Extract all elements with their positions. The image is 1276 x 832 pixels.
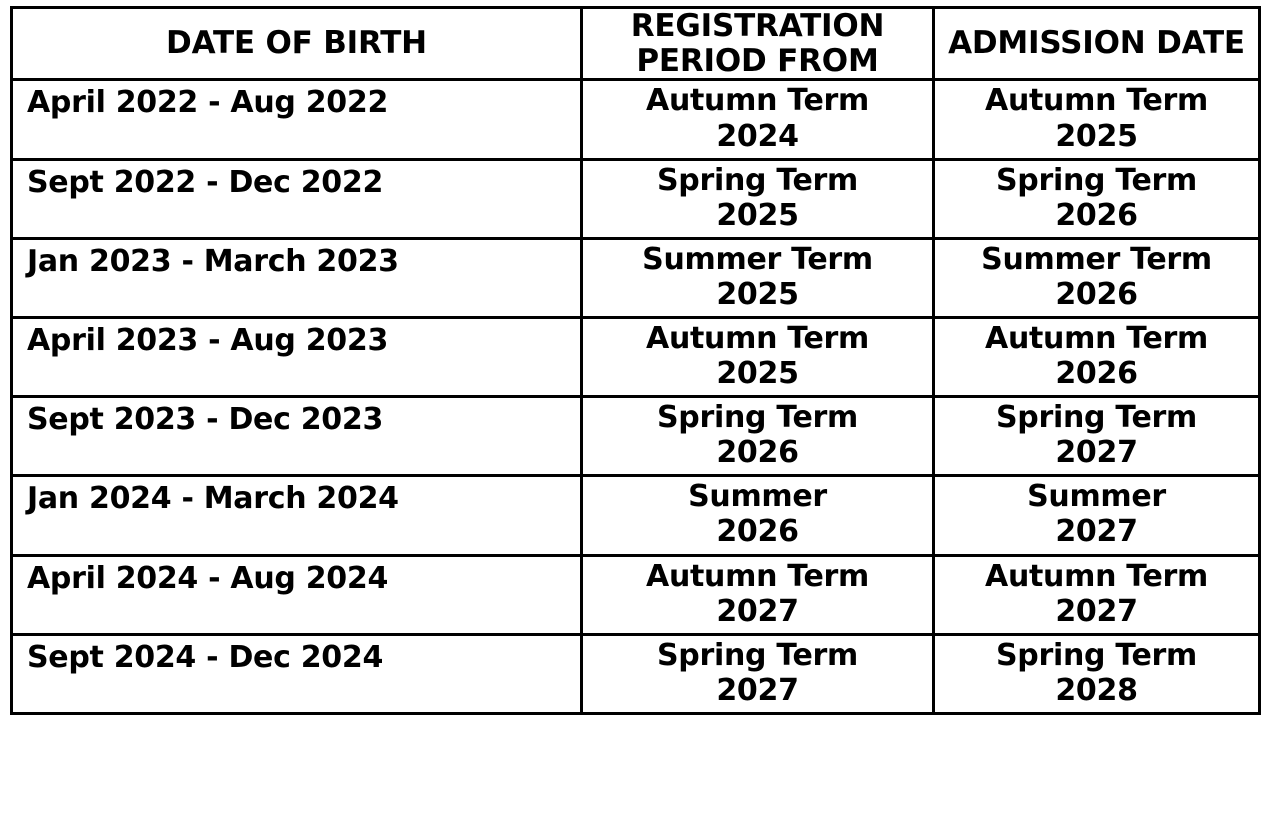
admission-term-name: Spring Term <box>995 162 1198 198</box>
admission-term-name: Spring Term <box>995 637 1198 673</box>
cell-registration-period <box>582 397 934 476</box>
cell-date-of-birth: Jan 2023 - March 2023 <box>12 238 582 317</box>
admission-term-year: 2027 <box>1055 514 1138 550</box>
registration-term-year: 2025 <box>716 276 799 312</box>
registration-term-name: Summer Term <box>642 241 873 277</box>
table-row <box>12 555 1260 634</box>
cell-registration-period <box>582 318 934 397</box>
admission-term-year: 2027 <box>1055 435 1138 471</box>
cell-admission-date <box>934 318 1260 397</box>
registration-term-name: Spring Term <box>656 162 859 198</box>
admission-term-year: 2026 <box>1055 276 1138 312</box>
cell-admission-date <box>934 238 1260 317</box>
cell-date-of-birth: April 2023 - Aug 2023 <box>12 318 582 397</box>
registration-term-year: 2026 <box>716 435 799 471</box>
cell-registration-period <box>582 80 934 159</box>
admission-term-name: Autumn Term <box>985 83 1208 119</box>
cell-registration-period <box>582 238 934 317</box>
column-header-date-of-birth: DATE OF BIRTH <box>12 8 582 80</box>
admission-term-year: 2028 <box>1055 672 1138 708</box>
cell-date-of-birth: April 2022 - Aug 2022 <box>12 80 582 159</box>
cell-admission-date <box>934 476 1260 555</box>
table-body <box>12 80 1260 714</box>
table-header-row <box>12 8 1260 80</box>
table-header <box>12 8 1260 80</box>
cell-date-of-birth: Sept 2024 - Dec 2024 <box>12 634 582 713</box>
registration-term-year: 2025 <box>716 197 799 233</box>
cell-registration-period <box>582 634 934 713</box>
cell-registration-period <box>582 476 934 555</box>
cell-registration-period <box>582 159 934 238</box>
registration-term-year: 2025 <box>716 356 799 392</box>
registration-term-year: 2026 <box>716 514 799 550</box>
admission-term-year: 2025 <box>1055 118 1138 154</box>
cell-date-of-birth: April 2024 - Aug 2024 <box>12 555 582 634</box>
cell-registration-period <box>582 555 934 634</box>
admission-term-year: 2026 <box>1055 197 1138 233</box>
admission-term-name: Summer <box>1027 479 1166 515</box>
cell-admission-date <box>934 555 1260 634</box>
admission-term-name: Autumn Term <box>985 558 1208 594</box>
cell-admission-date <box>934 80 1260 159</box>
registration-term-name: Autumn Term <box>646 558 869 594</box>
cell-date-of-birth: Sept 2022 - Dec 2022 <box>12 159 582 238</box>
registration-term-year: 2027 <box>716 593 799 629</box>
registration-term-year: 2024 <box>716 118 799 154</box>
table-row <box>12 318 1260 397</box>
column-header-admission-date: ADMISSION DATE <box>934 8 1260 80</box>
column-header-registration-period-from: REGISTRATION PERIOD FROM <box>582 8 934 80</box>
registration-term-name: Autumn Term <box>646 83 869 119</box>
registration-term-name: Autumn Term <box>646 321 869 356</box>
table-row <box>12 476 1260 555</box>
table-row <box>12 80 1260 159</box>
admission-term-name: Spring Term <box>995 400 1198 436</box>
admission-term-name: Autumn Term <box>985 321 1208 356</box>
registration-term-year: 2027 <box>716 672 799 708</box>
table-row <box>12 397 1260 476</box>
cell-date-of-birth: Sept 2023 - Dec 2023 <box>12 397 582 476</box>
cell-date-of-birth: Jan 2024 - March 2024 <box>12 476 582 555</box>
admission-term-year: 2027 <box>1055 593 1138 629</box>
table-row <box>12 159 1260 238</box>
admissions-schedule-table <box>10 6 1261 715</box>
registration-term-name: Summer <box>688 479 827 515</box>
admission-term-name: Summer Term <box>981 241 1212 277</box>
registration-term-name: Spring Term <box>656 637 859 673</box>
registration-term-name: Spring Term <box>656 400 859 436</box>
cell-admission-date <box>934 397 1260 476</box>
cell-admission-date <box>934 159 1260 238</box>
table-row <box>12 238 1260 317</box>
admission-term-year: 2026 <box>1055 356 1138 392</box>
table-row <box>12 634 1260 713</box>
cell-admission-date <box>934 634 1260 713</box>
